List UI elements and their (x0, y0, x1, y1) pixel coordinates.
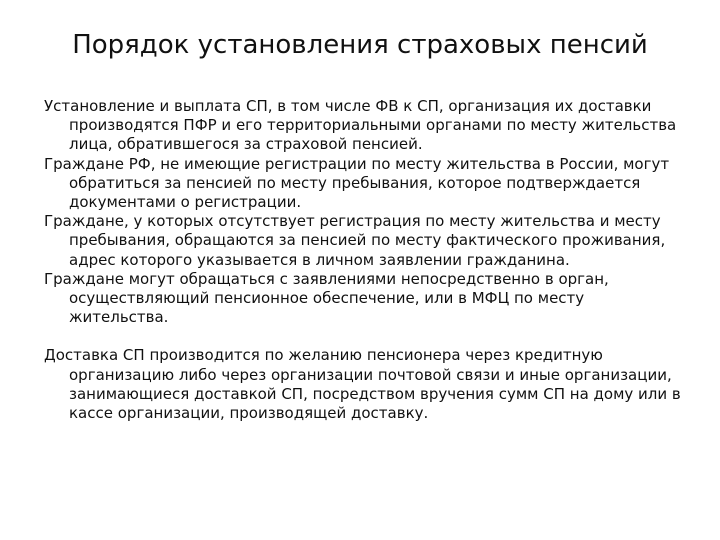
paragraph-delivery: Доставка СП производится по желанию пенсионера через кредитную организацию либо через организации почтовой связи и иные организации, занимающиеся доставкой СП, посредством вручения сумм СП на дому или в кассе организации, производящей доставку. (44, 346, 681, 423)
slide-body (44, 97, 684, 423)
paragraph-applications: Граждане могут обращаться с заявлениями непосредственно в орган, осуществляющий пенсионное обеспечение, или в МФЦ по месту жительства. (44, 269, 609, 327)
slide-title: Порядок установления страховых пенсий (72, 30, 648, 60)
paragraph-spacer (44, 327, 684, 346)
paragraph-establishment: Установление и выплата СП, в том числе ФВ к СП, организация их доставки производятся ПФР и его территориальными органами по месту жительства лица, обратившегося за страховой пенсией. (44, 97, 677, 154)
paragraph-no-registration: Граждане, у которых отсутствует регистрация по месту жительства и месту пребывания, обращаются за пенсией по месту фактического проживания, адрес которого указывается в личном заявлении гражданина. (44, 212, 666, 269)
paragraph-citizens-rf: Граждане РФ, не имеющие регистрации по месту жительства в России, могут обратиться за пенсией по месту пребывания, которое подтверждается документами о регистрации. (44, 154, 670, 212)
